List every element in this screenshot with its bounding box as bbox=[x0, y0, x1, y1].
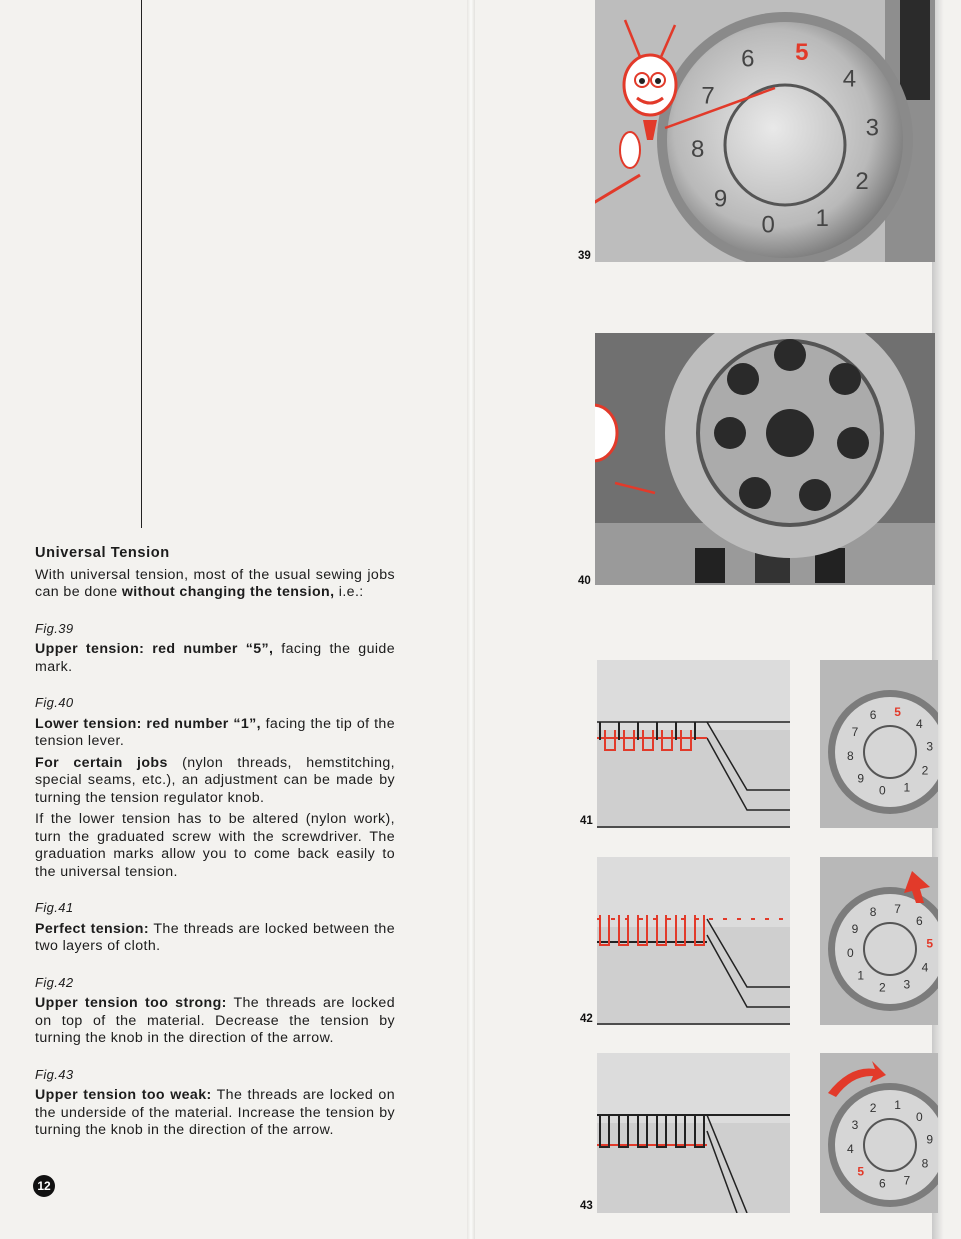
certain-text: (nylon threads, hemstitching, special seams, etc.), an adjustment can be made by turning the tension regulator knob. bbox=[35, 754, 395, 806]
intro-paragraph bbox=[35, 567, 395, 602]
dial-number: 2 bbox=[921, 763, 929, 778]
fig39-number: 39 bbox=[578, 250, 591, 262]
dial-number: 8 bbox=[691, 136, 705, 164]
dial-number: 2 bbox=[879, 980, 886, 995]
dial-number: 5 bbox=[894, 704, 901, 719]
page-fold bbox=[467, 0, 475, 1239]
fig41-number: 41 bbox=[580, 815, 593, 827]
page-number-badge: 12 bbox=[33, 1175, 55, 1197]
dial-number: 4 bbox=[846, 1142, 854, 1157]
dial-number: 0 bbox=[915, 1109, 923, 1124]
fig39-dial-illustration bbox=[595, 0, 935, 262]
dial-number: 3 bbox=[926, 739, 934, 754]
intro-post: i.e.: bbox=[334, 584, 364, 600]
dial-number: 9 bbox=[713, 185, 728, 213]
fig41-label: Fig.41 bbox=[35, 900, 74, 915]
fig43-caption bbox=[35, 1087, 395, 1140]
fig42-stitch-diagram bbox=[597, 857, 790, 1025]
intro-pre: With universal tension, most of the usual sewing jobs can be done bbox=[35, 566, 395, 600]
dial-number: 8 bbox=[869, 904, 877, 919]
dial-number: 6 bbox=[741, 45, 755, 73]
fig42-dial-photo bbox=[820, 857, 938, 1025]
fig42-number: 42 bbox=[580, 1013, 593, 1025]
dial-number: 4 bbox=[915, 716, 923, 731]
fig40-number: 40 bbox=[578, 575, 591, 587]
certain-bold: For certain jobs bbox=[35, 754, 168, 771]
dial-number: 9 bbox=[926, 1132, 934, 1147]
fig41-stitch-diagram bbox=[597, 660, 790, 828]
fig42-bold: Upper tension too strong: bbox=[35, 995, 227, 1011]
fig41-dial-photo bbox=[820, 660, 938, 828]
dial-number: 9 bbox=[851, 921, 859, 936]
fig39-caption bbox=[35, 641, 395, 676]
dial-number: 5 bbox=[857, 1164, 865, 1179]
text-column bbox=[35, 545, 395, 1140]
dial-number: 8 bbox=[846, 749, 854, 764]
dial-number: 1 bbox=[894, 1097, 901, 1112]
fig40-bold: Lower tension: red number “1”, bbox=[35, 715, 261, 732]
dial-number: 0 bbox=[879, 783, 886, 798]
fig41-bold: Perfect tension: bbox=[35, 920, 149, 937]
dial-number: 3 bbox=[851, 1117, 859, 1132]
fig40-caption bbox=[35, 716, 395, 751]
fig42-label: Fig.42 bbox=[35, 974, 74, 990]
dial-number: 7 bbox=[894, 901, 901, 916]
fig39-photo bbox=[595, 0, 935, 262]
fig41-text: The threads are locked between the two layers of cloth. bbox=[35, 920, 395, 954]
margin-rule bbox=[141, 0, 142, 528]
dial-number: 2 bbox=[869, 1100, 877, 1115]
dial-number: 9 bbox=[857, 771, 865, 786]
fig41-dial bbox=[820, 660, 938, 828]
certain-jobs-paragraph bbox=[35, 755, 395, 808]
intro-bold: without changing the tension, bbox=[121, 584, 335, 600]
dial-number: 6 bbox=[915, 913, 923, 928]
dial-number: 3 bbox=[903, 977, 911, 992]
dial-number: 0 bbox=[846, 946, 854, 961]
dial-number: 1 bbox=[857, 968, 865, 983]
fig41-caption bbox=[35, 921, 395, 956]
fig43-dial bbox=[820, 1053, 938, 1213]
dial-number: 4 bbox=[842, 65, 857, 93]
dial-number: 2 bbox=[855, 168, 869, 196]
fig42-caption bbox=[35, 995, 395, 1048]
dial-number: 5 bbox=[926, 936, 934, 951]
fig40-bobbin-illustration bbox=[595, 333, 935, 585]
dial-number: 6 bbox=[869, 707, 877, 722]
fig40-photo bbox=[595, 333, 935, 585]
fig42-dial bbox=[820, 857, 938, 1025]
fig43-label: Fig.43 bbox=[35, 1066, 74, 1082]
dial-number: 1 bbox=[815, 205, 829, 233]
fig43-bold: Upper tension too weak: bbox=[35, 1087, 212, 1103]
fig43-diagram bbox=[597, 1053, 790, 1213]
fig39-text: facing the guide mark. bbox=[35, 641, 396, 675]
dial-number: 1 bbox=[903, 780, 911, 795]
fig42-diagram bbox=[597, 857, 790, 1025]
lower-tension-paragraph: If the lower tension has to be altered (nylon work), turn the graduated screw with the screwdriver. The graduation marks allow you to come back easily to the universal tension. bbox=[35, 811, 395, 880]
fig43-stitch-diagram bbox=[597, 1053, 790, 1213]
dial-number: 4 bbox=[921, 960, 929, 975]
dial-number: 0 bbox=[761, 211, 775, 239]
section-heading: Universal Tension bbox=[35, 545, 170, 561]
fig40-label: Fig.40 bbox=[35, 695, 74, 710]
fig39-bold: Upper tension: red number “5”, bbox=[35, 641, 274, 657]
fig43-number: 43 bbox=[580, 1200, 593, 1212]
dial-number: 7 bbox=[851, 724, 859, 739]
fig39-label: Fig.39 bbox=[35, 620, 74, 636]
fig43-dial-photo bbox=[820, 1053, 938, 1213]
dial-number: 8 bbox=[921, 1156, 929, 1171]
dial-number: 7 bbox=[903, 1173, 911, 1188]
dial-number: 7 bbox=[701, 82, 715, 110]
dial-number: 6 bbox=[879, 1176, 886, 1191]
fig43-text: The threads are locked on the underside of the material. Increase the tension by turning the knob in the direction of the arrow. bbox=[35, 1087, 395, 1138]
fig42-text: The threads are locked on top of the material. Decrease the tension by turning the knob in the direction of the arrow. bbox=[35, 995, 395, 1046]
fig41-diagram bbox=[597, 660, 790, 828]
dial-number: 5 bbox=[795, 38, 809, 66]
fig40-text: facing the tip of the tension lever. bbox=[35, 715, 395, 749]
dial-number: 3 bbox=[865, 114, 879, 142]
